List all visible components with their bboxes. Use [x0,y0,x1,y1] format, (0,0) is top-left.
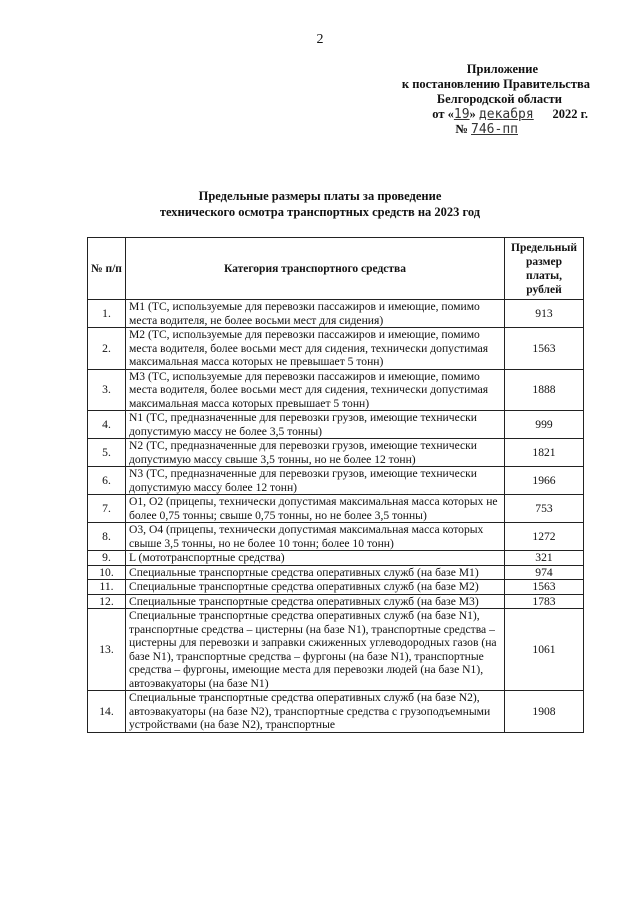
row-category: М1 (ТС, используемые для перевозки пассажиров и имеющие, помимо места водителя, не более восьми мест для сидения) [126,300,505,328]
date-month: декабря [478,107,534,122]
table-row [88,369,584,411]
table-row [88,523,584,551]
row-fee: 1966 [505,467,584,495]
fees-table [87,237,584,733]
row-num: 8. [88,523,126,551]
row-fee: 1783 [505,594,584,609]
row-fee: 1563 [505,328,584,370]
row-category: Специальные транспортные средства оперативных служб (на базе N2), автоэвакуаторы (на базе N2), транспортные средства с грузоподъемными устройствами (на базе N2), транспортные [126,691,505,733]
document-title [0,188,640,220]
number-prefix: № [455,122,472,136]
row-fee: 1888 [505,369,584,411]
date-day: 19 [453,107,470,122]
table-row [88,411,584,439]
table-row [88,609,584,691]
row-category: М2 (ТС, используемые для перевозки пассажиров и имеющие, помимо места водителя, более восьми мест для сидения, технически допустимая максимальная масса которых не превышает 5 тонн) [126,328,505,370]
table-row [88,328,584,370]
appendix-date [360,107,590,122]
header-num: № п/п [88,238,126,300]
appendix-resolution: к постановлению Правительства [401,77,590,91]
row-num: 11. [88,580,126,595]
row-fee: 1908 [505,691,584,733]
row-fee: 1821 [505,439,584,467]
row-num: 7. [88,495,126,523]
row-category: Специальные транспортные средства оперативных служб (на базе М1) [126,565,505,580]
table-row [88,300,584,328]
row-num: 1. [88,300,126,328]
table-row [88,594,584,609]
row-category: Специальные транспортные средства оперативных служб (на базе М2) [126,580,505,595]
row-num: 2. [88,328,126,370]
row-fee: 1272 [505,523,584,551]
table-row [88,580,584,595]
table-header-row [88,238,584,300]
row-num: 3. [88,369,126,411]
row-category: N2 (ТС, предназначенные для перевозки грузов, имеющие технически допустимую массу свыше 3,5 тонны, но не более 12 тонн) [126,439,505,467]
table-row [88,467,584,495]
date-mid: » [469,107,479,121]
row-num: 9. [88,551,126,566]
row-fee: 1563 [505,580,584,595]
row-category: О1, О2 (прицепы, технически допустимая максимальная масса которых не более 0,75 тонны; свыше 0,75 тонны, но не более 3,5 тонны) [126,495,505,523]
appendix-number [360,122,590,137]
row-category: N3 (ТС, предназначенные для перевозки грузов, имеющие технически допустимую массу более 12 тонн) [126,467,505,495]
row-category: О3, О4 (прицепы, технически допустимая максимальная масса которых свыше 3,5 тонны, но не более 10 тонн; более 10 тонн) [126,523,505,551]
date-prefix: от « [432,107,454,121]
appendix-title: Приложение [466,62,538,76]
row-fee: 913 [505,300,584,328]
number-value: 746-пп [471,122,518,137]
title-line-1: Предельные размеры платы за проведение [198,189,442,203]
row-num: 10. [88,565,126,580]
row-fee: 999 [505,411,584,439]
row-fee: 753 [505,495,584,523]
title-line-2: технического осмотра транспортных средств на 2023 год [159,205,481,219]
row-fee: 1061 [505,609,584,691]
row-category: N1 (ТС, предназначенные для перевозки грузов, имеющие технически допустимую массу не более 3,5 тонны) [126,411,505,439]
table-row [88,691,584,733]
row-category: Специальные транспортные средства оперативных служб (на базе М3) [126,594,505,609]
row-category: М3 (ТС, используемые для перевозки пассажиров и имеющие, помимо места водителя, более восьми мест для сидения, технически допустимая максимальная масса которых превышает 5 тонн) [126,369,505,411]
row-fee: 321 [505,551,584,566]
row-num: 12. [88,594,126,609]
table-row [88,565,584,580]
appendix-region: Белгородской области [436,92,562,106]
row-num: 4. [88,411,126,439]
row-category: L (мототранспортные средства) [126,551,505,566]
row-num: 13. [88,609,126,691]
page-number: 2 [316,32,324,47]
row-num: 5. [88,439,126,467]
row-num: 6. [88,467,126,495]
header-fee: Предельный размер платы, рублей [505,238,584,300]
table-row [88,495,584,523]
row-fee: 974 [505,565,584,580]
table-row [88,551,584,566]
date-year: 2022 г. [552,107,588,121]
table-row [88,439,584,467]
row-num: 14. [88,691,126,733]
header-category: Категория транспортного средства [126,238,505,300]
appendix-header [360,62,590,137]
row-category: Специальные транспортные средства оперативных служб (на базе N1), транспортные средства – цистерны (на базе N1), транспортные средства – цистерны для перевозки и заправки сжиженных углеводородных газов (на базе N1), транспортные средства – фургоны (на базе N1), транспортные средства – фургоны, имеющие места для перевозки людей (на базе N1), автоэвакуаторы (на базе N1) [126,609,505,691]
